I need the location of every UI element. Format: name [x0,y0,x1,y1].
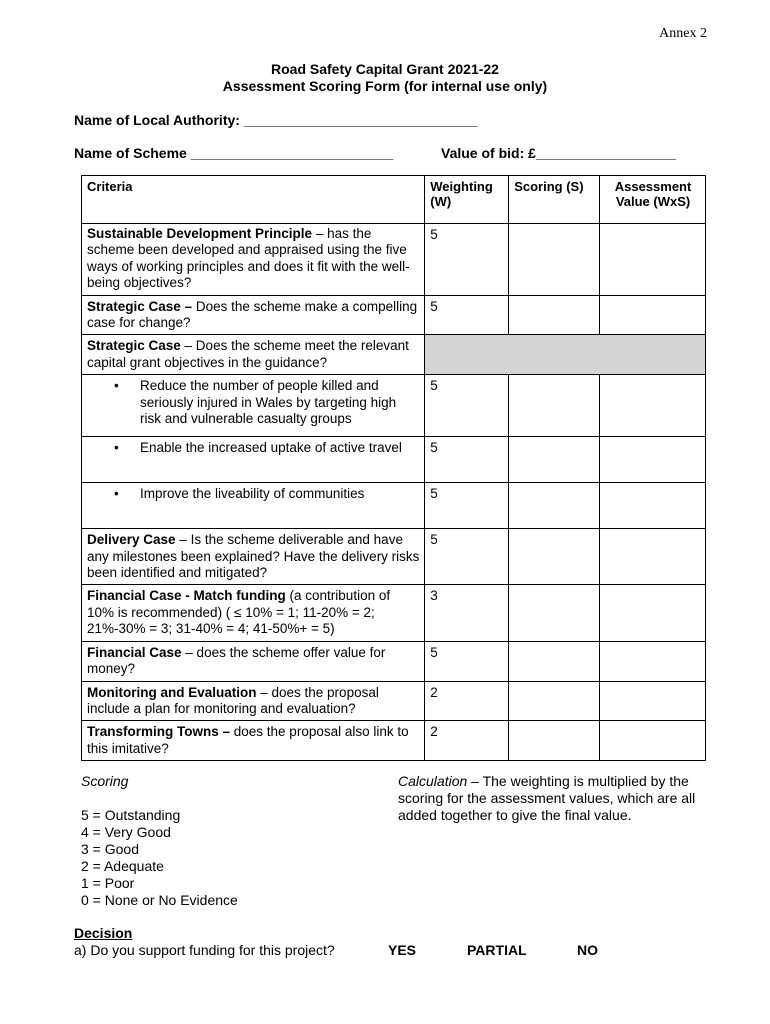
assessment-cell [600,721,706,761]
criteria-cell [82,483,425,529]
assessment-cell [600,295,706,335]
assessment-cell [600,437,706,483]
table-row [82,529,706,585]
scoring-cell [509,721,600,761]
weighting-cell: 5 [425,529,509,585]
criteria-title: Delivery Case [87,532,176,548]
criteria-text: (a contribution of 10% is recommended) ( ≤ 10% = 1; 11-20% = 2; 21%-30% = 3; 31-40% = 4; 41-50%+ = 5) [87,588,391,637]
table-row [82,375,706,437]
table-row [82,335,706,375]
header-criteria: Criteria [82,176,425,224]
scoring-item: 4 = Very Good [81,824,171,840]
assessment-table [81,175,706,761]
scoring-item: 5 = Outstanding [81,807,181,823]
criteria-text: – does the proposal include a plan for monitoring and evaluation? [87,684,379,716]
weighting-cell: 2 [425,681,509,721]
criteria-title: Sustainable Development Principle [87,226,313,241]
form-title: Road Safety Capital Grant 2021-22 [271,61,499,77]
weighting-cell: 5 [425,295,509,335]
scoring-cell [509,529,600,585]
criteria-title: Strategic Case – [87,298,193,314]
calculation-heading: Calculation [398,773,468,789]
decision-question: a) Do you support funding for this project? [74,942,335,958]
weighting-cell: 5 [425,224,509,296]
header-weighting: Weighting (W) [425,176,509,224]
scoring-cell [509,641,600,681]
table-row [82,681,706,721]
criteria-text: Does the scheme make a compelling case for change? [87,298,418,331]
table-row [82,483,706,529]
criteria-cell [82,375,425,437]
table-row [82,437,706,483]
option-no: NO [577,942,598,958]
scoring-item: 0 = None or No Evidence [81,892,238,908]
assessment-cell [600,375,706,437]
calculation-text: – The weighting is multiplied by the scoring for the assessment values, which are all added together to give the final value. [398,773,696,823]
criteria-title: Strategic Case [87,338,181,354]
scheme-name-field: Name of Scheme __________________________ [74,145,394,161]
scoring-cell [509,224,600,296]
scoring-cell [509,437,600,483]
criteria-cell [82,585,425,641]
scoring-cell [509,375,600,437]
criteria-text: does the proposal also link to this imitative? [87,724,409,756]
assessment-cell [600,585,706,641]
decision-heading: Decision [74,925,133,941]
criteria-cell [82,681,425,721]
table-row [82,721,706,761]
criteria-title: Transforming Towns – [87,724,231,740]
assessment-cell [600,529,706,585]
criteria-text: – Does the scheme meet the relevant capital grant objectives in the guidance? [87,338,409,370]
weighting-cell: 5 [425,437,509,483]
weighting-cell: 5 [425,483,509,529]
criteria-cell [82,224,425,296]
table-row [82,641,706,681]
decision-section [74,925,335,959]
criteria-title: Financial Case [87,644,182,660]
table-row [82,224,706,296]
criteria-text: – does the scheme offer value for money? [87,644,386,677]
criteria-cell [82,335,425,375]
scoring-item: 3 = Good [81,841,139,857]
scoring-cell [509,295,600,335]
assessment-cell [600,641,706,681]
criteria-text: – has the scheme been developed and appraised using the five ways of working principles and does it fit with the well-being objectives? [87,226,410,291]
bullet-item: • Reduce the number of people killed and seriously injured in Wales by targeting high risk and vulnerable casualty groups [114,378,420,427]
weighting-cell: 5 [425,375,509,437]
weighting-cell: 3 [425,585,509,641]
criteria-cell [82,721,425,761]
assessment-cell [600,224,706,296]
criteria-text: – Is the scheme deliverable and have any milestones been explained? Have the delivery risks been identified and mitigated? [87,532,420,581]
bid-value-field: Value of bid: £__________________ [441,145,677,161]
scoring-item: 1 = Poor [81,875,135,891]
criteria-cell [82,529,425,585]
criteria-title: Monitoring and Evaluation [87,684,257,700]
criteria-cell [82,295,425,335]
scoring-legend [81,773,238,909]
bullet-item: • Enable the increased uptake of active travel [114,440,420,456]
scoring-heading: Scoring [81,773,129,789]
shaded-cell [425,335,706,375]
table-header-row [82,176,706,224]
scoring-cell [509,681,600,721]
header-assessment: Assessment Value (WxS) [600,176,706,224]
criteria-cell [82,437,425,483]
local-authority-field: Name of Local Authority: ______________________________ [74,112,478,128]
scoring-cell [509,483,600,529]
table-row [82,585,706,641]
bullet-item: • Improve the liveability of communities [114,486,420,502]
header-scoring: Scoring (S) [509,176,600,224]
form-subtitle: Assessment Scoring Form (for internal use only) [222,78,548,94]
assessment-cell [600,681,706,721]
weighting-cell: 2 [425,721,509,761]
criteria-title: Financial Case - Match funding [87,588,286,604]
scoring-cell [509,585,600,641]
calculation-note [398,773,708,824]
assessment-cell [600,483,706,529]
table-row [82,295,706,335]
criteria-cell [82,641,425,681]
annex-label: Annex 2 [659,26,707,41]
option-partial: PARTIAL [467,942,527,958]
option-yes: YES [388,942,417,958]
scoring-item: 2 = Adequate [81,858,164,874]
weighting-cell: 5 [425,641,509,681]
